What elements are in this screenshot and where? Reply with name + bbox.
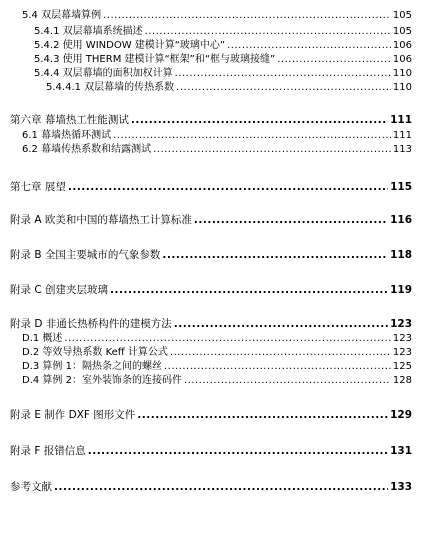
- toc-entry-d-1[interactable]: [22, 333, 412, 345]
- toc-entry-appendix-b[interactable]: [10, 249, 412, 261]
- toc-entry-title: 参考文献: [10, 481, 52, 493]
- toc-entry-5-4-2[interactable]: [34, 40, 412, 52]
- toc-entry-title: D.2 等效导热系数 Keff 计算公式: [22, 347, 168, 358]
- toc-entry-page: 110: [392, 68, 412, 79]
- toc-entry-page: 119: [390, 284, 412, 296]
- toc-leader-dots: [162, 249, 388, 261]
- toc-entry-appendix-d[interactable]: [10, 318, 412, 330]
- toc-entry-title: 附录 D 非通长热桥构件的建模方法: [10, 318, 172, 330]
- toc-entry-appendix-f[interactable]: [10, 445, 412, 457]
- toc-leader-dots: [54, 481, 388, 493]
- toc-entry-title: D.3 算例 1：隔热条之间的螺丝: [22, 361, 162, 372]
- toc-entry-page: 123: [392, 333, 412, 344]
- toc-entry-title: 附录 F 报错信息: [10, 445, 86, 457]
- toc-entry-appendix-a[interactable]: [10, 214, 412, 226]
- toc-entry-chapter-7[interactable]: [10, 181, 412, 193]
- toc-entry-title: 5.4.3 使用 THERM 建模计算“框架”和“框与玻璃接缝”: [34, 54, 276, 65]
- toc-entry-title: 6.2 幕墙传热系数和结露测试: [22, 144, 152, 155]
- toc-entry-page: 129: [390, 409, 412, 421]
- toc-entry-page: 105: [392, 26, 412, 37]
- toc-entry-title: 5.4.1 双层幕墙系统描述: [34, 26, 143, 37]
- toc-entry-title: 第六章 幕墙热工性能测试: [10, 114, 129, 126]
- toc-entry-6-2[interactable]: [22, 144, 412, 156]
- toc-entry-page: 125: [392, 361, 412, 372]
- toc-entry-title: D.4 算例 2：室外装饰条的连接码件: [22, 375, 182, 386]
- toc-entry-title: 附录 A 欧美和中国的幕墙热工计算标准: [10, 214, 192, 226]
- toc-leader-dots: [170, 347, 391, 359]
- toc-entry-page: 113: [392, 144, 412, 155]
- toc-leader-dots: [64, 333, 390, 345]
- toc-entry-page: 128: [392, 375, 412, 386]
- toc-entry-title: 第七章 展望: [10, 181, 66, 193]
- toc-entry-5-4-4-1[interactable]: [46, 82, 412, 94]
- toc-entry-title: 附录 C 创建夹层玻璃: [10, 284, 109, 296]
- toc-leader-dots: [227, 40, 391, 52]
- toc-entry-appendix-c[interactable]: [10, 284, 412, 296]
- toc-leader-dots: [194, 214, 388, 226]
- toc-leader-dots: [113, 130, 391, 142]
- toc-entry-title: 6.1 幕墙热循环测试: [22, 130, 112, 141]
- toc-leader-dots: [277, 54, 391, 66]
- toc-entry-page: 106: [392, 54, 412, 65]
- toc-entry-chapter-6[interactable]: [10, 114, 412, 126]
- toc-leader-dots: [174, 318, 388, 330]
- toc-entry-references[interactable]: [10, 481, 412, 493]
- toc-entry-title: 5.4.4.1 双层幕墙的传热系数: [46, 82, 175, 93]
- toc-entry-title: 附录 B 全国主要城市的气象参数: [10, 249, 161, 261]
- toc-entry-page: 118: [390, 249, 412, 261]
- toc-entry-title: 5.4.2 使用 WINDOW 建模计算“玻璃中心”: [34, 40, 226, 51]
- toc-entry-d-3[interactable]: [22, 361, 412, 373]
- toc-entry-page: 123: [390, 318, 412, 330]
- toc-entry-page: 106: [392, 40, 412, 51]
- toc-entry-title: 5.4 双层幕墙算例: [22, 10, 102, 21]
- toc-entry-page: 115: [390, 181, 412, 193]
- toc-leader-dots: [68, 181, 388, 193]
- toc-entry-page: 105: [392, 10, 412, 21]
- toc-entry-5-4-1[interactable]: [34, 26, 412, 38]
- toc-entry-title: 附录 E 制作 DXF 图形文件: [10, 409, 136, 421]
- toc-entry-page: 133: [390, 481, 412, 493]
- toc-entry-title: D.1 概述: [22, 333, 63, 344]
- toc-leader-dots: [137, 409, 388, 421]
- toc-entry-5-4[interactable]: [22, 10, 412, 22]
- toc-leader-dots: [164, 361, 391, 373]
- toc-leader-dots: [145, 26, 391, 38]
- toc-entry-page: 116: [390, 214, 412, 226]
- toc-entry-page: 131: [390, 445, 412, 457]
- toc-entry-5-4-4[interactable]: [34, 68, 412, 80]
- toc-leader-dots: [184, 375, 391, 387]
- toc-entry-page: 123: [392, 347, 412, 358]
- toc-leader-dots: [131, 114, 388, 126]
- toc-leader-dots: [175, 68, 391, 80]
- toc-entry-page: 111: [392, 130, 412, 141]
- toc-entry-page: 110: [392, 82, 412, 93]
- toc-leader-dots: [176, 82, 391, 94]
- toc-entry-d-4[interactable]: [22, 375, 412, 387]
- toc-entry-title: 5.4.4 双层幕墙的面积加权计算: [34, 68, 173, 79]
- toc-entry-d-2[interactable]: [22, 347, 412, 359]
- toc-leader-dots: [103, 10, 391, 22]
- toc-leader-dots: [153, 144, 391, 156]
- toc-entry-page: 111: [390, 114, 412, 126]
- toc-entry-appendix-e[interactable]: [10, 409, 412, 421]
- toc-entry-5-4-3[interactable]: [34, 54, 412, 66]
- toc-leader-dots: [110, 284, 388, 296]
- toc-leader-dots: [88, 445, 388, 457]
- toc-entry-6-1[interactable]: [22, 130, 412, 142]
